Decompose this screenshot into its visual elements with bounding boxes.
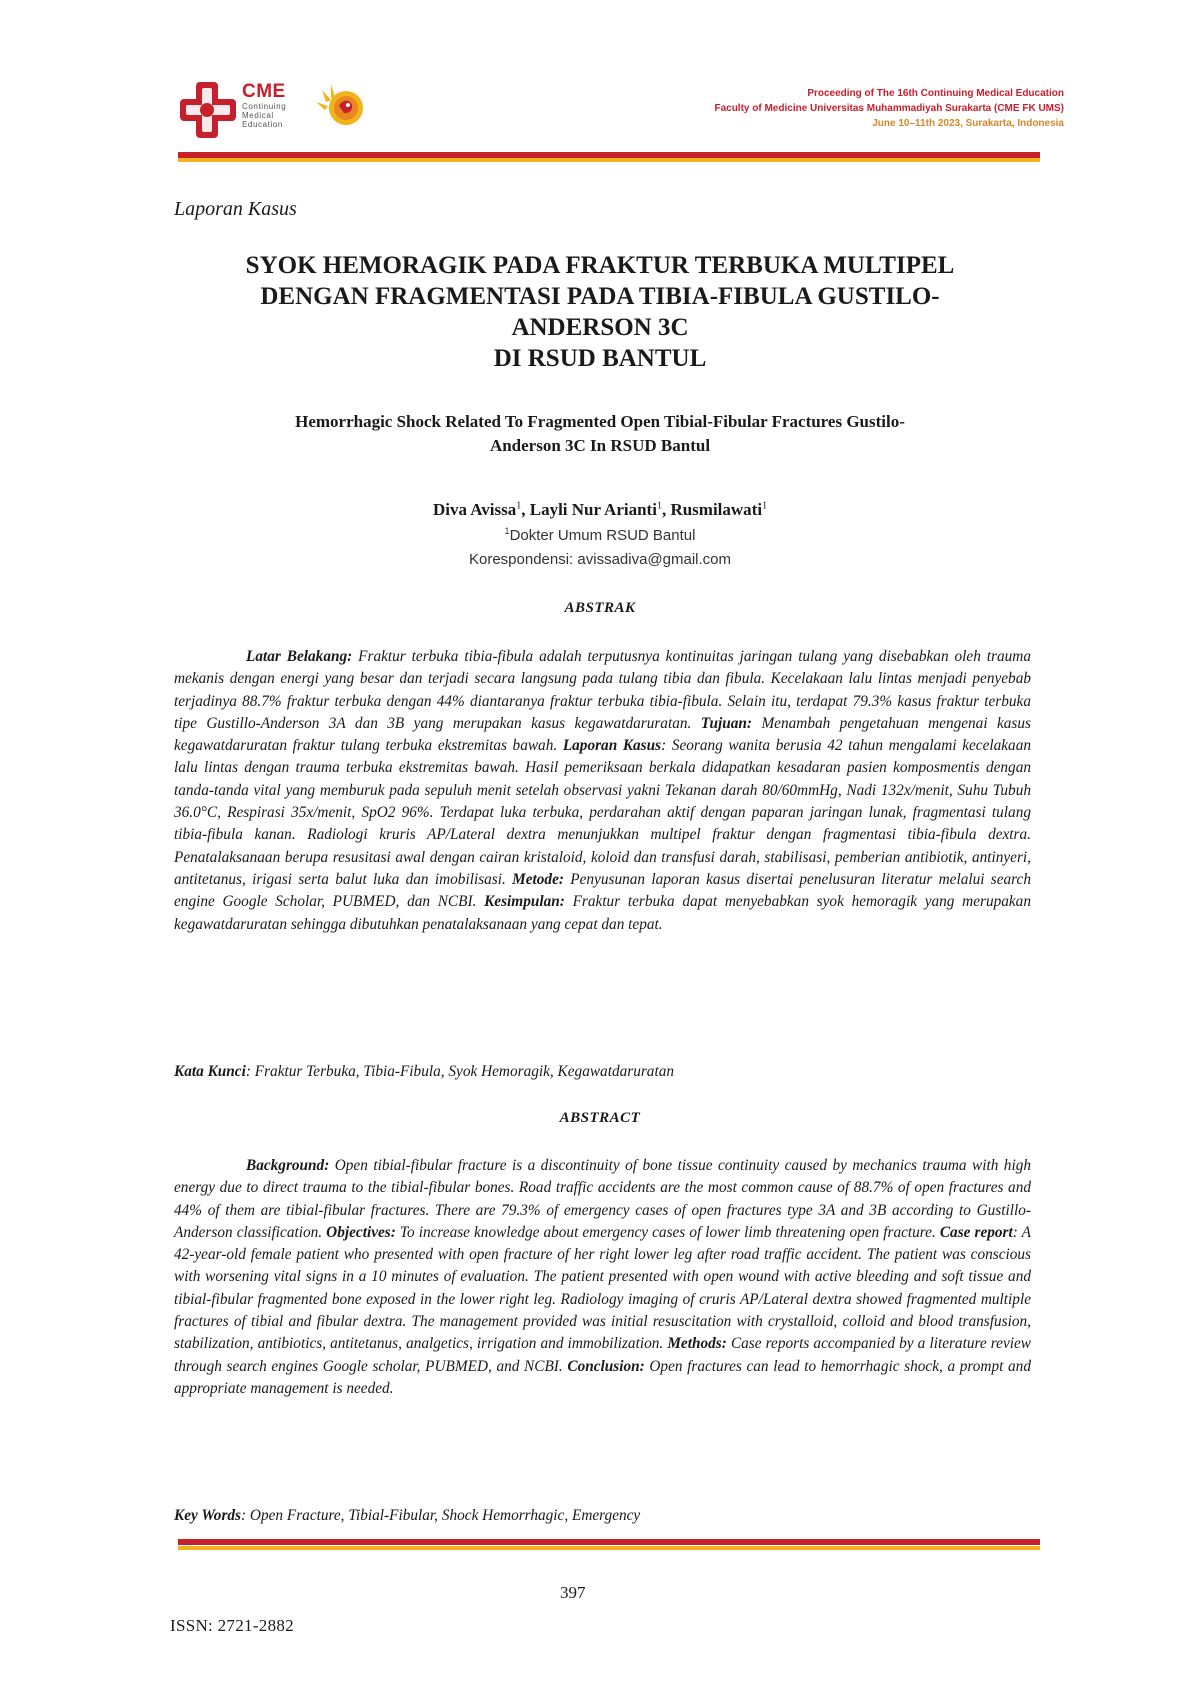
section-label: Conclusion: <box>567 1357 645 1375</box>
key-words: Key Words: Open Fracture, Tibial-Fibular, Shock Hemorrhagic, Emergency <box>174 1507 641 1524</box>
affiliation: $^1$Dokter Umum RSUD Bantul <box>504 526 696 544</box>
author-name: Rusmilawati <box>670 500 763 519</box>
header-divider-gold <box>178 158 1040 162</box>
sun-emblem-icon <box>314 80 366 132</box>
footer-divider-red <box>178 1539 1040 1545</box>
abstrak-paragraph: Latar Belakang: Fraktur terbuka tibia-fibula adalah terputusnya kontinuitas jaringan tulang yang disebabkan oleh trauma mekanis dengan energi yang besar dan terjadi secara langsung pada tulang tibia dan fibula. Kecelakaan lalu lintas menjadi penyebab terjadinya 88.7% fraktur terbuka dengan 44% diantaranya fraktur terbuka tibia-fibula. Selain itu, terdapat 79.3% kasus fraktur terbuka tipe Gustillo-Anderson 3A dan 3B yang merupakan kasus kegawatdaruratan. Tujuan: Menambah pengetahuan mengenai kasus kegawatdaruratan fraktur tulang terbuka ekstremitas bawah. Laporan Kasus: Seorang wanita berusia 42 tahun mengalami kecelakaan lalu lintas dengan trauma terbuka ekstremitas bawah. Hasil pemeriksaan berkala didapatkan kesadaran pasien komposmentis dengan tanda-tanda vital yang memburuk pada sepuluh menit setelah observasi yakni Tekanan darah 80/60mmHg, Nadi 132x/menit, Suhu Tubuh 36.0°C, Respirasi 35x/menit, SpO2 96%. Terdapat luka terbuka, perdarahan aktif dengan paparan jaringan lunak, fragmentasi tulang tibia-fibula kanan. Radiologi kruris AP/Lateral dextra menunjukkan multipel fraktur dengan fragmentasi tibia-fibula dextra. Penatalaksanaan berupa resusitasi awal dengan cairan kristaloid, koloid dan transfusi darah, stabilisasi, pemberian antibiotik, antinyeri, antitetanus, irigasi serta balut luka dan imobilisasi. Metode: Penyusunan laporan kasus disertai penelusuran literatur melalui search engine Google Scholar, PUBMED, dan NCBI. Kesimpulan: Fraktur terbuka dapat menyebabkan syok hemoragik yang merupakan kegawatdaruratan sehingga dibutuhkan penatalaksanaan yang cepat dan tepat. <box>174 648 1031 933</box>
paper-title: SYOK HEMORAGIK PADA FRAKTUR TERBUKA MULTIPEL DENGAN FRAGMENTASI PADA TIBIA-FIBULA GUSTILO- ANDERSON 3C DI RSUD BANTUL <box>245 252 955 372</box>
issn: ISSN: 2721-2882 <box>170 1616 294 1635</box>
section-label: Methods: <box>667 1335 727 1353</box>
abstract-body <box>174 1155 1031 1400</box>
page-number: 397 <box>560 1583 586 1602</box>
logo-subtitle: Continuing Medical Education <box>242 102 287 129</box>
proceeding-date: June 10–11th 2023, Surakarta, Indonesia <box>872 118 1064 129</box>
section-label: Laporan Kasus <box>562 737 662 755</box>
abstract-paragraph: Background: Open tibial-fibular fracture is a discontinuity of bone tissue continuity caused by mechanics trauma with high energy due to direct trauma to the tibial-fibular bones. Road traffic accidents are the most common cause of 88.7% of open fractures and 44% of them are tibial-fibular fractures. There are 79.3% of emergency cases of open fractures type 3A and 3B according to Gustillo-Anderson classification. Objectives: To increase knowledge about emergency cases of lower limb threatening open fracture. Case report: A 42-year-old female patient who presented with open fracture of her right lower leg after road traffic accident. The patient was conscious with worsening vital signs in a 10 minutes of evaluation. The patient presented with open wound with active bleeding and soft tissue and tibial-fibular fragmented bone exposed in the lower right leg. Radiology imaging of cruris AP/Lateral dextra showed fragmented multiple fractures of tibial and fibular dextra. The management provided was initial resuscitation with crystalloid, colloid and blood transfusion, stabilization, antibiotics, antitetanus, analgetics, irrigation and immobilization. Methods: Case reports accompanied by a literature review through search engines Google scholar, PUBMED, and NCBI. Conclusion: Open fractures can lead to hemorrhagic shock, a prompt and appropriate management is needed. <box>174 1157 1031 1397</box>
paper-subtitle: Hemorrhagic Shock Related To Fragmented Open Tibial-Fibular Fractures Gustilo- Anderson 3C In RSUD Bantul <box>295 412 905 455</box>
author-list: Diva Avissa$^1$, Layli Nur Arianti$^1$, Rusmilawati$^1$ <box>432 500 768 519</box>
section-label: Latar Belakang: <box>246 648 353 665</box>
section-label: Case report <box>939 1223 1013 1241</box>
author-name: Layli Nur Arianti <box>529 500 657 519</box>
abstract-heading: ABSTRACT <box>559 1110 641 1126</box>
section-label: Background: <box>246 1157 330 1174</box>
logo-text <box>242 82 286 129</box>
proceeding-title: Proceeding of The 16th Continuing Medical Education <box>807 88 1064 99</box>
keywords-label: Key Words <box>174 1507 241 1524</box>
abstrak-body <box>174 646 1031 936</box>
footer-divider-gold <box>178 1546 1040 1550</box>
keywords-label: Kata Kunci <box>174 1063 246 1080</box>
proceeding-faculty: Faculty of Medicine Universitas Muhammadiyah Surakarta (CME FK UMS) <box>714 103 1064 114</box>
proceeding-info <box>714 86 1064 131</box>
cme-logo <box>178 80 363 142</box>
logo-name: CME <box>242 81 286 102</box>
correspondence-email: Korespondensi: avissadiva@gmail.com <box>468 551 732 568</box>
author-name: Diva Avissa <box>432 500 517 519</box>
section-label: Metode: <box>512 870 564 888</box>
section-label: Tujuan: <box>700 714 753 732</box>
medical-cross-icon <box>178 80 238 140</box>
kata-kunci: Kata Kunci: Fraktur Terbuka, Tibia-Fibula, Syok Hemoragik, Kegawatdaruratan <box>174 1063 674 1080</box>
section-label: Kesimpulan: <box>484 893 565 911</box>
section-label: Objectives: <box>326 1223 396 1241</box>
abstrak-heading: ABSTRAK <box>564 600 636 616</box>
article-type: Laporan Kasus <box>174 198 297 220</box>
